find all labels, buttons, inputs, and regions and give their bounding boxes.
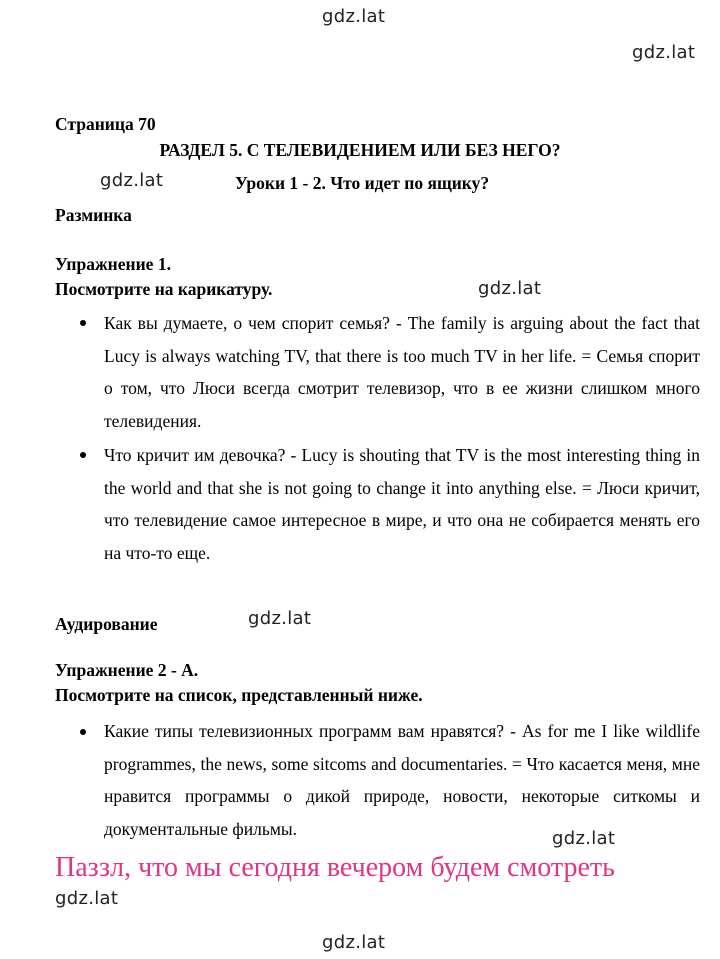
bullet-icon xyxy=(80,452,86,458)
listening-heading: Аудирование xyxy=(55,614,158,634)
watermark-lower-right: gdz.lat xyxy=(552,828,616,849)
exercise-2-title: Упражнение 2 - А. xyxy=(55,660,199,680)
watermark-top-right: gdz.lat xyxy=(632,42,696,63)
watermark-bottom: gdz.lat xyxy=(322,932,386,953)
watermark-top: gdz.lat xyxy=(322,6,386,27)
exercise-2-task: Посмотрите на список, представленный ниже. xyxy=(55,685,423,705)
watermark-left: gdz.lat xyxy=(100,170,164,191)
watermark-mid: gdz.lat xyxy=(478,278,542,299)
exercise-1-item-1: Как вы думаете, о чем спорит семья? - The family is arguing about the fact that Lucy is always watching TV, that there is too much TV in her life. = Семья спорит о том, что Люси всегда смотрит телевизор, что в ее жизни слишком много телевидения. xyxy=(104,313,700,431)
warmup-heading: Разминка xyxy=(55,205,132,225)
exercise-1-item-2: Что кричит им девочка? - Lucy is shouting that TV is the most interesting thing in the world and that she is not going to change it into anything else. = Люси кричит, что телевидение самое интересное в мире, и что она не собирается менять его на что-то еще. xyxy=(104,445,700,563)
page-label: Страница 70 xyxy=(55,114,156,134)
bullet-icon xyxy=(80,729,86,735)
watermark-lower-left: gdz.lat xyxy=(55,888,119,909)
section-title: РАЗДЕЛ 5. С ТЕЛЕВИДЕНИЕМ ИЛИ БЕЗ НЕГО? xyxy=(159,140,561,160)
footer-banner: Паззл, что мы сегодня вечером будем смотреть xyxy=(55,852,615,883)
bullet-icon xyxy=(80,320,86,326)
lesson-title: Уроки 1 - 2. Что идет по ящику? xyxy=(235,173,490,193)
exercise-1-title: Упражнение 1. xyxy=(55,254,171,274)
exercise-1-task: Посмотрите на карикатуру. xyxy=(55,279,273,299)
watermark-listening: gdz.lat xyxy=(248,608,312,629)
exercise-2-item-1: Какие типы телевизионных программ вам нравятся? - As for me I like wildlife programmes, the news, some sitcoms and documentaries. = Что касается меня, мне нравится программы о дикой природе, новости, некоторые ситкомы и документальные фильмы. xyxy=(104,721,700,839)
